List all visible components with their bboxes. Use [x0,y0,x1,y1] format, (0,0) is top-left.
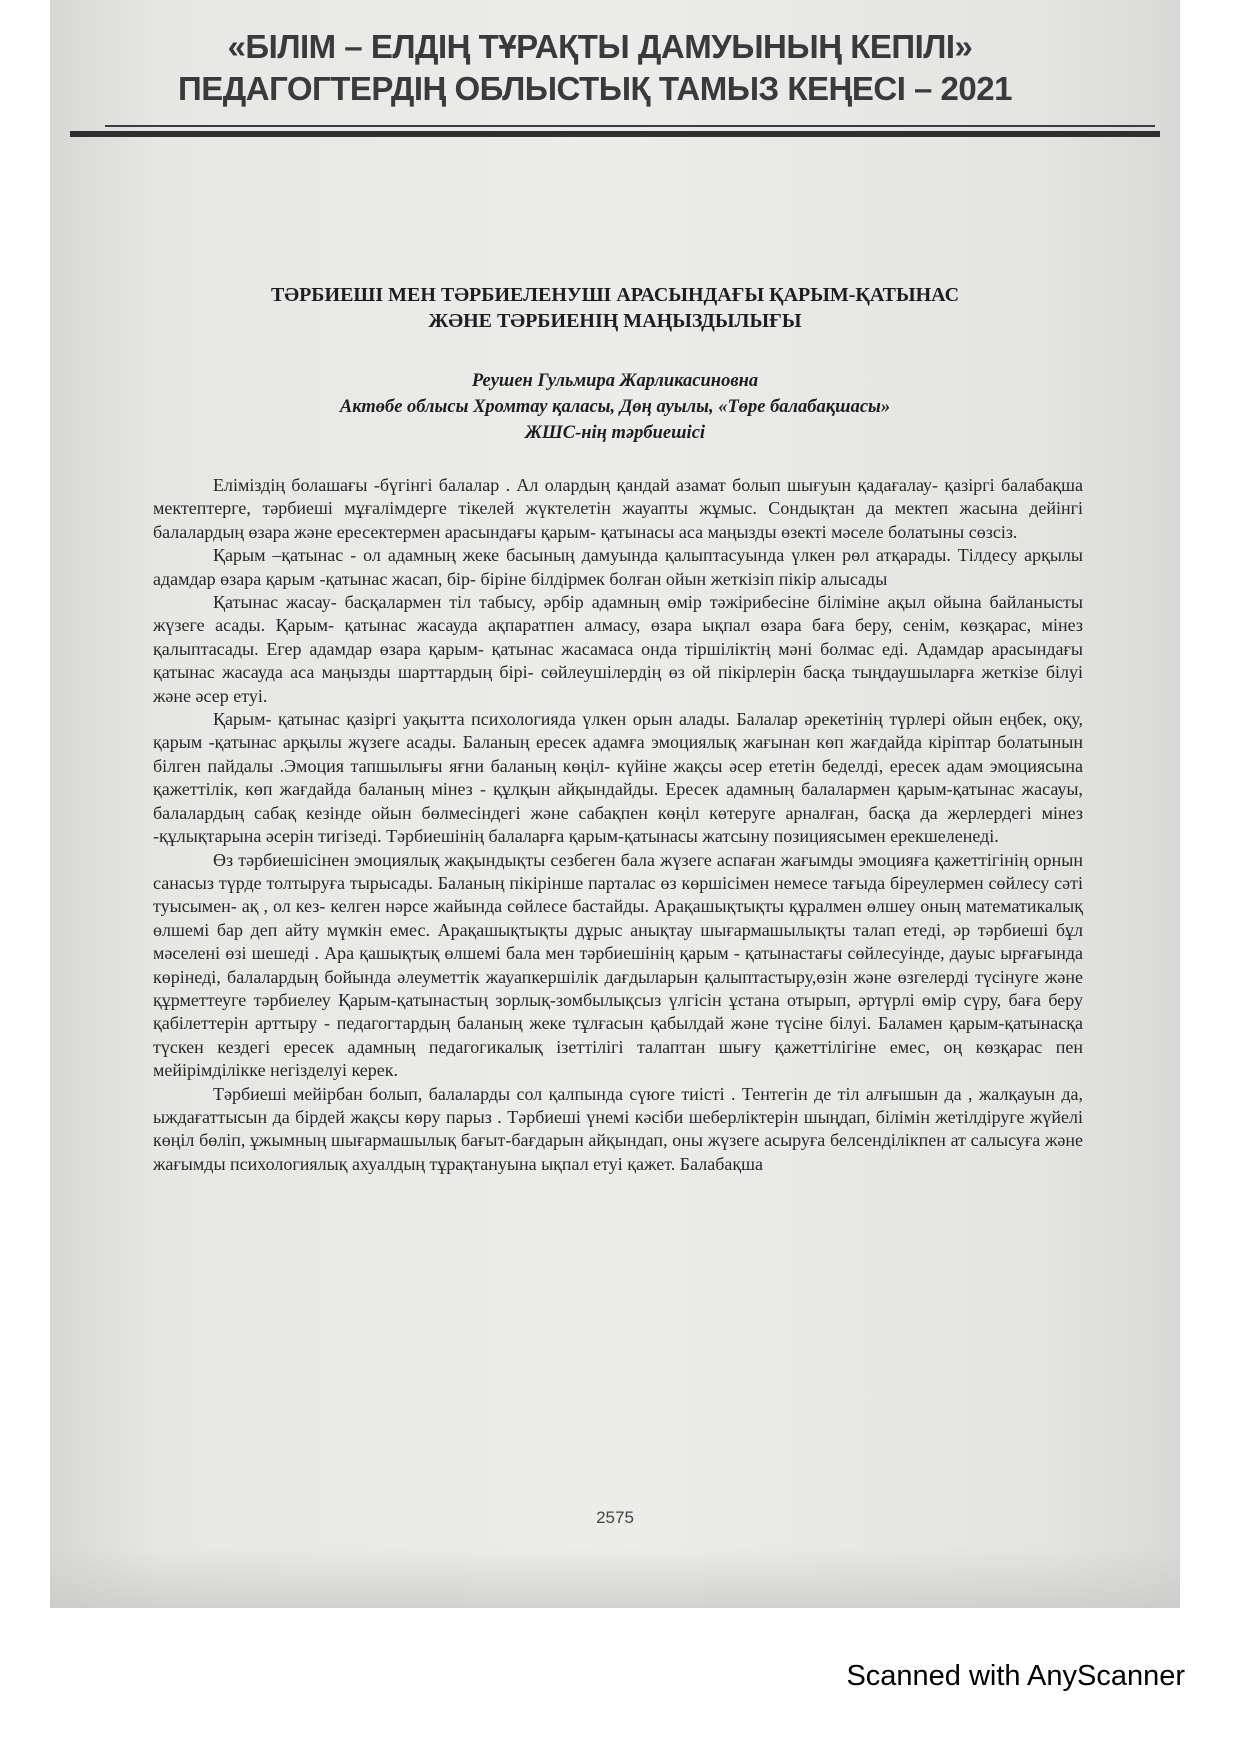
author-affiliation-line1: Актөбе облысы Хромтау қаласы, Дөң ауылы, «Төре балабақшасы» [339,397,891,417]
author-name: Реушен Гульмира Жарликасиновна [471,371,759,391]
body-paragraph: Еліміздің болашағы -бүгінгі балалар . Ал олардың қандай азамат болып шығуын қадағалау- қазіргі балабақша мектептерге, тәрбиеші мұғалімдерге тікелей жүктелетін жауапты жұмыс. Сондықтан да мектеп жасына дейінгі балалардың өзара және ересектермен арасындағы қарым- қатынасы аса маңызды өзекті мәселе болатыны сөзсіз. [153,475,1083,542]
scanner-watermark: Scanned with AnyScanner [846,1660,1185,1692]
body-paragraph: Қарым –қатынас - ол адамның жеке басының дамуында қалыптасуында үлкен рөл атқарады. Тілдесу арқылы адамдар өзара қарым -қатынас жасап, бір- біріне білдірмек болған ойын жеткізіп пікір алысады [153,545,1083,589]
header-divider-thin [105,125,1155,127]
article-body [153,474,1083,1176]
article-title-line1: ТӘРБИЕШІ МЕН ТӘРБИЕЛЕНУШІ АРАСЫНДАҒЫ ҚАРЫМ-ҚАТЫНАС [270,284,960,306]
body-paragraph: Қарым- қатынас қазіргі уақытта психологияда үлкен орын алады. Балалар әрекетінің түрлері ойын еңбек, оқу, қарым -қатынас арқылы жүзеге асады. Баланың ересек адамға эмоциялық жағынан көп жағдайда кіріптар болатынын білген пайдалы .Эмоция тапшылығы яғни баланың көңіл- күйіне жақсы әсер ететін беделді, ересек адам эмоциясына қажеттілік, көп жағдайда баланың мінез - құлқын айқындайды. Ересек адамның балалармен қарым-қатынас жасауы, балалардың сабақ кезінде ойын бөлмесіндегі және сабақпен көңіл көтеруге арналған, басқа да жерлердегі мінез -құлықтарына әсерін тигізеді. Тәрбиешінің балаларға қарым-қатынасы жатсыну позициясымен ерекшеленеді. [153,709,1083,847]
conference-header-line1: «БІЛІМ – ЕЛДІҢ ТҰРАҚТЫ ДАМУЫНЫҢ КЕПІЛІ» [227,28,973,65]
article-title-line2: ЖӘНЕ ТӘРБИЕНІҢ МАҢЫЗДЫЛЫҒЫ [428,310,802,332]
page-number: 2575 [596,1508,634,1527]
page-shadow [50,1548,1180,1608]
body-paragraph: Тәрбиеші мейірбан болып, балаларды сол қалпында сүюге тиісті . Тентегін де тіл алғышын да , жалқауын да, ыждағаттысын да бірдей жақсы көру парыз . Тәрбиеші үнемі кәсіби шеберліктерін шыңдап, білімін жетілдіруге жүйелі көңіл бөліп, ұжымның шығармашылық бағыт-бағдарын айқындап, оны жүзеге асыруға белсенділікпен ат салысуға және жағымды психологиялық ахуалдың тұрақтануына ықпал етуі қажет. Балабақша [153,1083,1083,1174]
conference-header [50,26,1180,110]
scanned-page [50,0,1180,1608]
body-paragraph: Қатынас жасау- басқалармен тіл табысу, әрбір адамның өмір тәжірибесіне біліміне ақыл ойына байланысты жүзеге асады. Қарым- қатынас жасауда ақпаратпен алмасу, өзара ықпал өзара баға беру, сенім, көзқарас, мінез қалыптасады. Егер адамдар өзара қарым- қатынас жасамаса онда тіршіліктің мәні болмас еді. Адамдар арасындағы қатынас жасауда аса маңызды шарттардың бірі- сөйлеушілердің өз ой пікірлерін басқа тыңдаушыларға жеткізе білуі және әсер етуі. [153,592,1083,706]
header-divider-thick [70,131,1160,137]
author-block [170,368,1060,446]
article-title [170,282,1060,334]
conference-header-line2: ПЕДАГОГТЕРДІҢ ОБЛЫСТЫҚ ТАМЫЗ КЕҢЕСІ – 2021 [178,70,1012,107]
body-paragraph: Өз тәрбиешісінен эмоциялық жақындықты сезбеген бала жүзеге аспаған жағымды эмоцияға қажеттігінің орнын санасыз түрде толтыруға тырысады. Баланың пікірінше парталас өз көршісімен немесе тағыда біреулермен сөйлесу сәті туысымен- ақ , ол кез- келген нәрсе жайында сөйлесе бастайды. Арақашықтықты құралмен өлшеу оның математикалық өлшемі бар деп айту мүмкін емес. Арақашықтықты дұрыс анықтау шығармашылықты талап етеді, әр тәрбиеші бұл мәселені өзі шешеді . Ара қашықтық өлшемі бала мен тәрбиешінің қарым - қатынастағы сөйлесуінде, дауыс ырғағында көрінеді, балалардың бойында әлеуметтік жауапкершілік дағдыларын қалыптастыру,өзін және өзгелерді түсінуге және құрметтеуге тәрбиелеу Қарым-қатынастың зорлық-зомбылықсыз үлгісін ұстана отырып, әртүрлі өмір сүру, баға беру қабілеттерін арттыру - педагогтардың баланың жеке тұлғасын қабылдай және түсіне білуі. Баламен қарым-қатынасқа түскен кездегі ересек адамның педагогикалық ізеттілігі талаптан шығу қажеттілігіне емес, оң көзқарас пен мейірімділікке негізделуі керек. [153,849,1083,1081]
author-affiliation-line2: ЖШС-нің тәрбиешісі [524,423,706,443]
